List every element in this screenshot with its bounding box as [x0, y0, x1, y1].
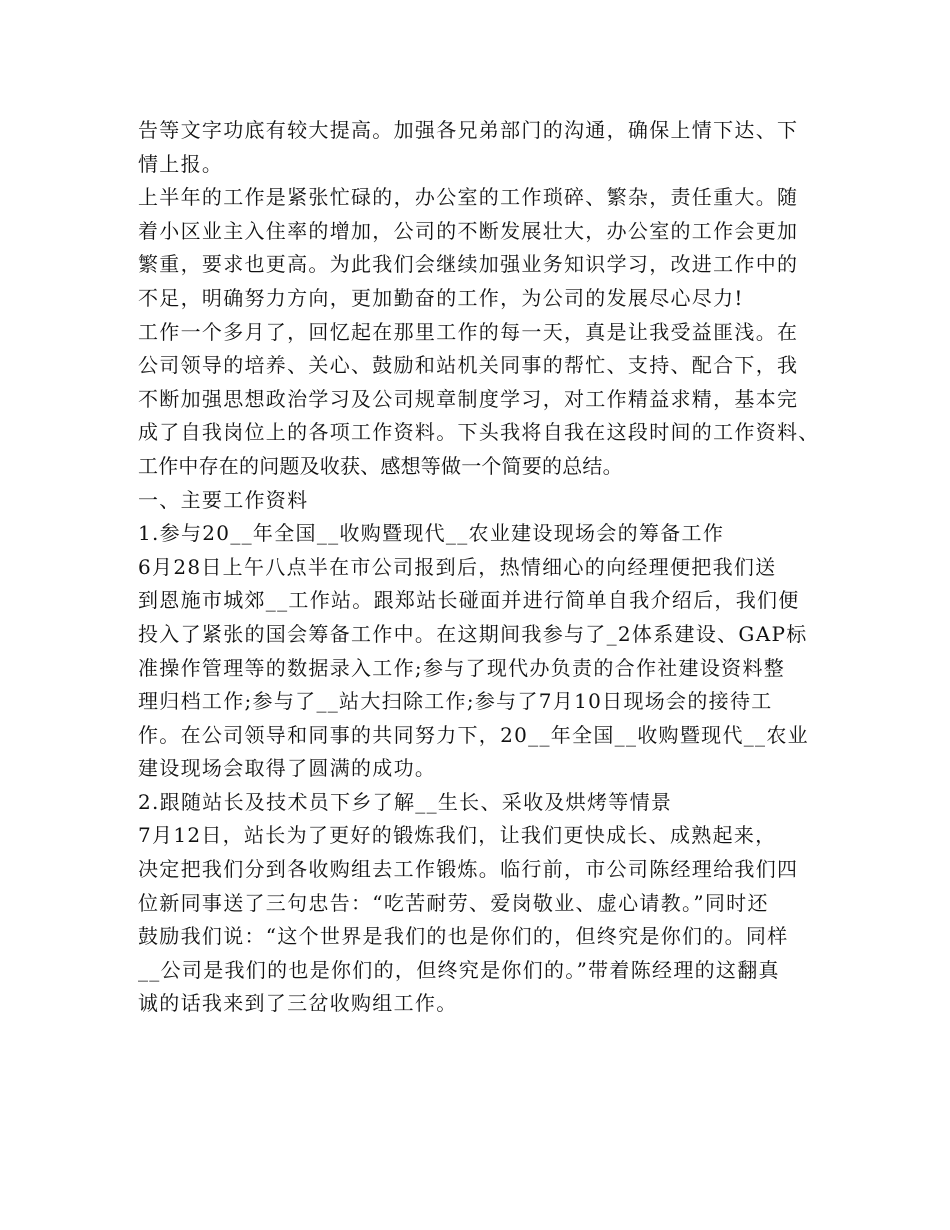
text-line: 繁重，要求也更高。为此我们会继续加强业务知识学习，改进工作中的 [138, 252, 799, 277]
text-line: 公司领导的培养、关心、鼓励和站机关同事的帮忙、支持、配合下，我 [138, 353, 799, 378]
text-line: 情上报。 [138, 151, 224, 176]
text-line: 上半年的工作是紧张忙碌的，办公室的工作琐碎、繁杂，责任重大。随 [138, 185, 799, 210]
text-line: 7月12日，站长为了更好的锻炼我们，让我们更快成长、成熟起来， [138, 823, 777, 848]
text-line: 建设现场会取得了圆满的成功。 [138, 756, 437, 781]
subsection-heading: 2.跟随站长及技术员下乡了解__生长、采收及烘烤等情景 [138, 789, 673, 814]
subsection-heading: 1.参与20__年全国__收购暨现代__农业建设现场会的筹备工作 [138, 521, 725, 546]
document-body [138, 114, 828, 1021]
text-line: 投入了紧张的国会筹备工作中。在这期间我参与了_2体系建设、GAP标 [138, 621, 808, 646]
text-line: 告等文字功底有较大提高。加强各兄弟部门的沟通，确保上情下达、下 [138, 118, 799, 142]
text-line: 鼓励我们说：“这个世界是我们的也是你们的，但终究是你们的。同样 [138, 924, 789, 949]
text-line: 作。在公司领导和同事的共同努力下，20__年全国__收购暨现代__农业 [138, 722, 809, 747]
text-line: 成了自我岗位上的各项工作资料。下头我将自我在这段时间的工作资料、 [138, 420, 820, 445]
text-line: 工作中存在的问题及收获、感想等做一个简要的总结。 [138, 453, 623, 478]
text-line: 位新同事送了三句忠告：“吃苦耐劳、爱岗敬业、虚心请教。”同时还 [138, 890, 769, 915]
section-heading: 一、主要工作资料 [138, 487, 309, 512]
text-line: 理归档工作;参与了__站大扫除工作;参与了7月10日现场会的接待工 [138, 689, 773, 714]
text-line: 到恩施市城郊__工作站。跟郑站长碰面并进行简单自我介绍后，我们便 [138, 588, 800, 613]
text-line: 决定把我们分到各收购组去工作锻炼。临行前，市公司陈经理给我们四 [138, 857, 799, 882]
text-line: 工作一个多月了，回忆起在那里工作的每一天，真是让我受益匪浅。在 [138, 319, 799, 344]
text-line: 诚的话我来到了三岔收购组工作。 [138, 991, 458, 1016]
text-line: 不足，明确努力方向，更加勤奋的工作，为公司的发展尽心尽力! [138, 285, 744, 310]
text-line: 不断加强思想政治学习及公司规章制度学习，对工作精益求精，基本完 [138, 386, 799, 411]
text-line: 准操作管理等的数据录入工作;参与了现代办负责的合作社建设资料整 [138, 655, 786, 680]
text-line: 着小区业主入住率的增加，公司的不断发展壮大，办公室的工作会更加 [138, 218, 799, 243]
text-line: 6月28日上午八点半在市公司报到后，热情细心的向经理便把我们送 [138, 554, 777, 579]
text-line: __公司是我们的也是你们的，但终究是你们的。”带着陈经理的这翻真 [138, 957, 780, 982]
